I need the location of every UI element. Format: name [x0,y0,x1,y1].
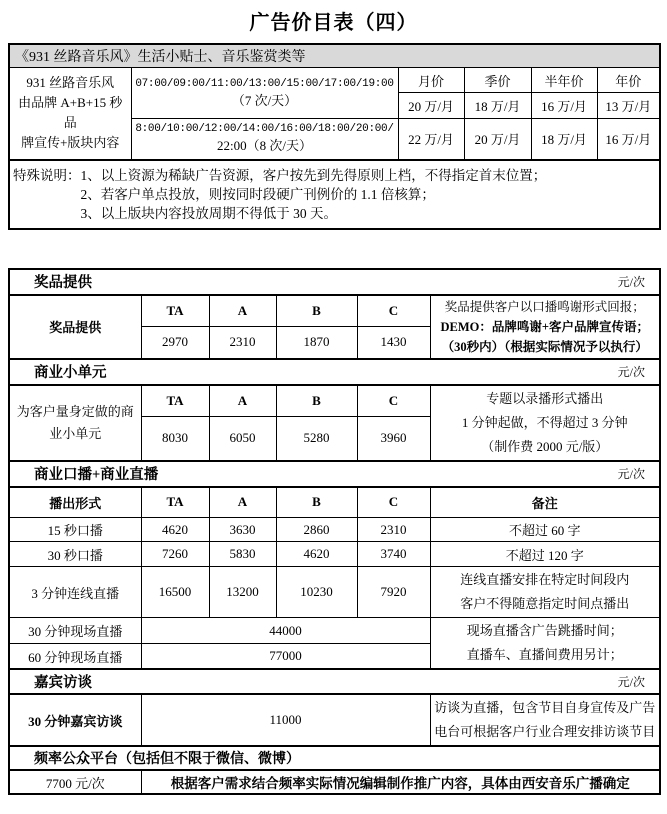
live-price: 77000 [141,644,430,669]
time-slot-1-frequency: （7 次/天） [231,92,298,108]
unit-remark-line: 专题以录播形式播出 [486,390,604,406]
unit-value-b: 5280 [276,416,357,460]
unit-value-a: 6050 [209,416,276,460]
price-header-year: 年价 [597,68,660,93]
special-notes-label: 特殊说明： [13,167,81,183]
prize-remark-line: （30秒内）（根据实际情况予以执行） [441,339,648,354]
live-row-label: 60 分钟现场直播 [9,644,141,669]
broadcast-row-label: 3 分钟连线直播 [9,567,141,618]
broadcast-remark-line: 客户不得随意指定时间点播出 [460,596,630,611]
grade-header-c: C [357,385,430,417]
interview-price: 11000 [141,694,430,746]
unit-remark-line: （制作费 2000 元/版） [481,438,609,454]
unit-remark-line: 1 分钟起做，不得超过 3 分钟 [461,414,628,430]
prize-remark [430,295,660,359]
unit-value-ta: 8030 [141,416,209,460]
broadcast-remark: 不超过 120 字 [430,542,660,567]
grade-header-ta: TA [141,295,209,327]
special-notes [9,160,660,229]
grade-header-c: C [357,487,430,518]
live-remark [430,618,660,670]
slot2-price-year: 16 万/月 [597,119,660,160]
prize-section-title: 奖品提供 [34,275,92,291]
grade-header-b: B [276,487,357,518]
grade-header-ta: TA [141,385,209,417]
prize-value-a: 2310 [209,327,276,359]
broadcast-value: 7920 [357,567,430,618]
broadcast-row-label: 15 秒口播 [9,518,141,542]
slot2-price-quarter: 20 万/月 [464,119,531,160]
live-remark-line: 现场直播含广告跳播时间； [466,623,623,638]
section-header-unit [9,359,660,385]
broadcast-value: 4620 [141,518,209,542]
section-header-platform: 频率公众平台（包括但不限于微信、微博） [9,746,660,770]
prize-value-c: 1430 [357,327,430,359]
grade-header-b: B [276,295,357,327]
table-row [9,542,660,567]
special-note-2: 2、若客户单点投放，则按同时段硬广刊例价的 1.1 倍核算； [80,186,435,202]
broadcast-value: 16500 [141,567,209,618]
time-slot-2 [131,119,398,160]
grade-header-c: C [357,295,430,327]
unit-section-title: 商业小单元 [34,365,107,381]
program-band-title: 《931 丝路音乐风》生活小贴士、音乐鉴赏类等 [9,44,660,68]
resource-label-line: 由品牌 A+B+15 秒品 [18,95,123,131]
broadcast-row-label: 30 秒口播 [9,542,141,567]
table-row [9,518,660,542]
broadcast-value: 3630 [209,518,276,542]
interview-remark [430,694,660,746]
broadcast-value: 7260 [141,542,209,567]
broadcast-section-title: 商业口播+商业直播 [34,467,159,483]
prize-row-label: 奖品提供 [9,295,141,359]
unit-value-c: 3960 [357,416,430,460]
platform-price-label: 7700 元/次 [9,770,141,794]
price-header-halfyear: 半年价 [531,68,597,93]
unit-row-label: 为客户量身定做的商业小单元 [9,385,141,461]
prize-value-ta: 2970 [141,327,209,359]
grade-header-a: A [209,385,276,417]
prize-remark-line: DEMO：品牌鸣谢+客户品牌宣传语； [440,319,649,334]
page-title: 广告价目表（四） [249,12,418,34]
slot2-price-month: 22 万/月 [398,119,464,160]
broadcast-value: 3740 [357,542,430,567]
rate-card-table [8,268,661,796]
grade-header-a: A [209,295,276,327]
broadcast-unit-label: 元/次 [617,467,645,481]
slot1-price-year: 13 万/月 [597,93,660,119]
time-slot-2-frequency: 22:00（8 次/天） [217,138,312,154]
time-slot-2-times: 8:00/10:00/12:00/14:00/16:00/18:00/20:00/ [135,123,394,136]
form-header: 播出形式 [9,487,141,518]
broadcast-value: 5830 [209,542,276,567]
table-row [9,567,660,618]
prize-unit-label: 元/次 [617,275,645,289]
prize-remark-line: 奖品提供客户以口播鸣谢形式回报； [444,299,645,314]
slot2-price-halfyear: 18 万/月 [531,119,597,160]
time-slot-1 [131,68,398,119]
unit-remark [430,385,660,461]
remark-header: 备注 [430,487,660,518]
resource-label-line: 牌宣传+版块内容 [21,135,120,151]
interview-unit-label: 元/次 [617,675,645,689]
broadcast-remark: 不超过 60 字 [430,518,660,542]
resource-label-line: 931 丝路音乐风 [26,75,115,91]
section-header-broadcast [9,461,660,487]
time-slot-1-times: 07:00/09:00/11:00/13:00/15:00/17:00/19:00 [135,77,394,90]
section-header-interview [9,669,660,694]
table-row [9,618,660,644]
interview-section-title: 嘉宾访谈 [34,675,92,691]
special-note-1: 1、以上资源为稀缺广告资源，客户按先到先得原则上档，不得指定首末位置； [80,167,547,183]
resource-label [9,68,131,160]
slot1-price-halfyear: 16 万/月 [531,93,597,119]
prize-value-b: 1870 [276,327,357,359]
grade-header-b: B [276,385,357,417]
broadcast-value: 2310 [357,518,430,542]
live-row-label: 30 分钟现场直播 [9,618,141,644]
special-note-3: 3、以上版块内容投放周期不得低于 30 天。 [80,205,337,221]
slot1-price-month: 20 万/月 [398,93,464,119]
price-header-month: 月价 [398,68,464,93]
broadcast-value: 4620 [276,542,357,567]
broadcast-value: 13200 [209,567,276,618]
interview-remark-line: 访谈为直播，包含节目自身宣传及广告 [434,700,656,715]
table-row [9,694,660,746]
platform-description: 根据客户需求结合频率实际情况编辑制作推广内容，具体由西安音乐广播确定 [141,770,660,794]
broadcast-remark-line: 连线直播安排在特定时间段内 [460,572,630,587]
broadcast-value: 10230 [276,567,357,618]
unit-unit-label: 元/次 [617,365,645,379]
table-row [9,770,660,794]
broadcast-value: 2860 [276,518,357,542]
live-remark-line: 直播车、直播间费用另计； [466,647,623,662]
slot1-price-quarter: 18 万/月 [464,93,531,119]
grade-header-a: A [209,487,276,518]
section-header-prize [9,269,660,295]
broadcast-remark [430,567,660,618]
interview-remark-line: 电台可根据客户行业合理安排访谈节目 [434,724,656,739]
live-price: 44000 [141,618,430,644]
interview-row-label: 30 分钟嘉宾访谈 [9,694,141,746]
program-price-table [8,43,661,230]
grade-header-ta: TA [141,487,209,518]
price-header-quarter: 季价 [464,68,531,93]
